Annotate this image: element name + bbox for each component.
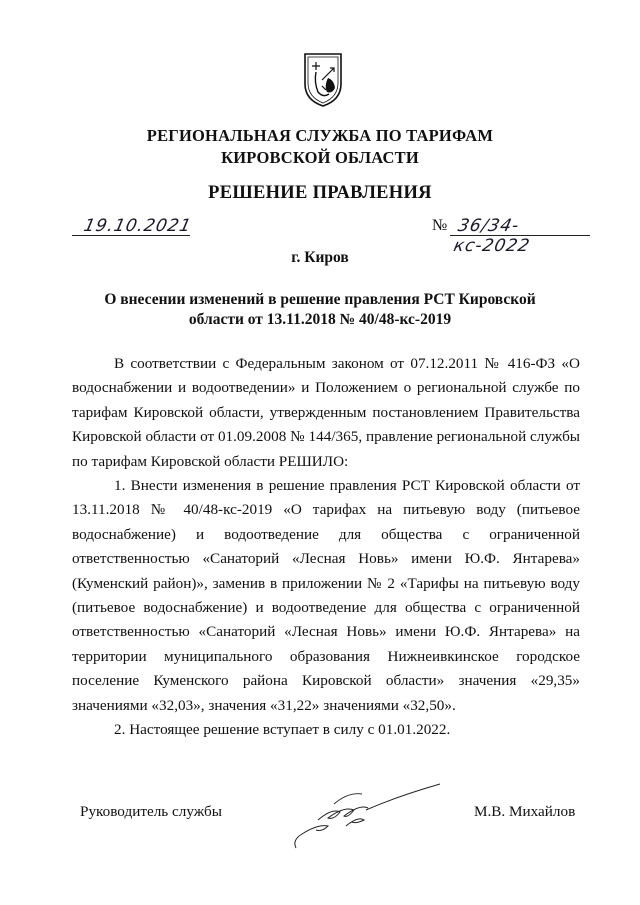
document-number-value: 36/34-кс-2022	[451, 216, 533, 256]
document-number	[432, 214, 592, 256]
document-type-title: РЕШЕНИЕ ПРАВЛЕНИЯ	[208, 183, 432, 203]
document-body	[72, 352, 580, 743]
document-subject: О внесении изменений в решение правления РСТ Кировской области от 13.11.2018 № 40/48-кс-2019	[104, 291, 536, 328]
coat-of-arms-icon	[302, 50, 344, 108]
body-item-2: 2. Настоящее решение вступает в силу с 01.01.2022.	[114, 721, 451, 739]
document-date	[72, 214, 192, 240]
document-date-value: 19.10.2021	[81, 216, 194, 236]
body-item-1: 1. Внести изменения в решение правления РСТ Кировской области от 13.11.2018 № 40/48-кс-2019 «О тарифах на питьевую воду (питьевое водоснабжение) и водоотведение для общества с ограниченной ответственностью «Санаторий «Лесная Новь» имени Ю.Ф. Янтарева» (Куменский район)», заменив в приложении № 2 «Тарифы на питьевую воду (питьевое водоснабжение) и водоотведение для общества с ограниченной ответственностью «Санаторий «Лесная Новь» имени Ю.Ф. Янтарева» на территории муниципального образования Нижнеивкинское городское поселение Куменского района Кировской области» значения «29,35» значениями «32,03», значения «31,22» значениями «32,50».	[72, 477, 580, 714]
org-name-line2: КИРОВСКОЙ ОБЛАСТИ	[221, 148, 419, 167]
signatory-name: М.В. Михайлов	[474, 803, 576, 820]
date-underline	[72, 235, 190, 236]
number-underline	[450, 235, 590, 236]
city: г. Киров	[291, 249, 349, 266]
number-sign: №	[432, 217, 448, 234]
handwritten-signature-icon	[288, 780, 448, 855]
org-name-line1: РЕГИОНАЛЬНАЯ СЛУЖБА ПО ТАРИФАМ	[146, 126, 494, 145]
signatory-role: Руководитель службы	[80, 803, 222, 820]
body-intro-paragraph: В соответствии с Федеральным законом от 07.12.2011 № 416-ФЗ «О водоснабжении и водоотведении» и Положением о региональной службе по тарифам Кировской области, утвержденным постановлением Правительства Кировской области от 01.09.2008 № 144/365, правление региональной службы по тарифам Кировской области РЕШИЛО:	[72, 355, 580, 470]
